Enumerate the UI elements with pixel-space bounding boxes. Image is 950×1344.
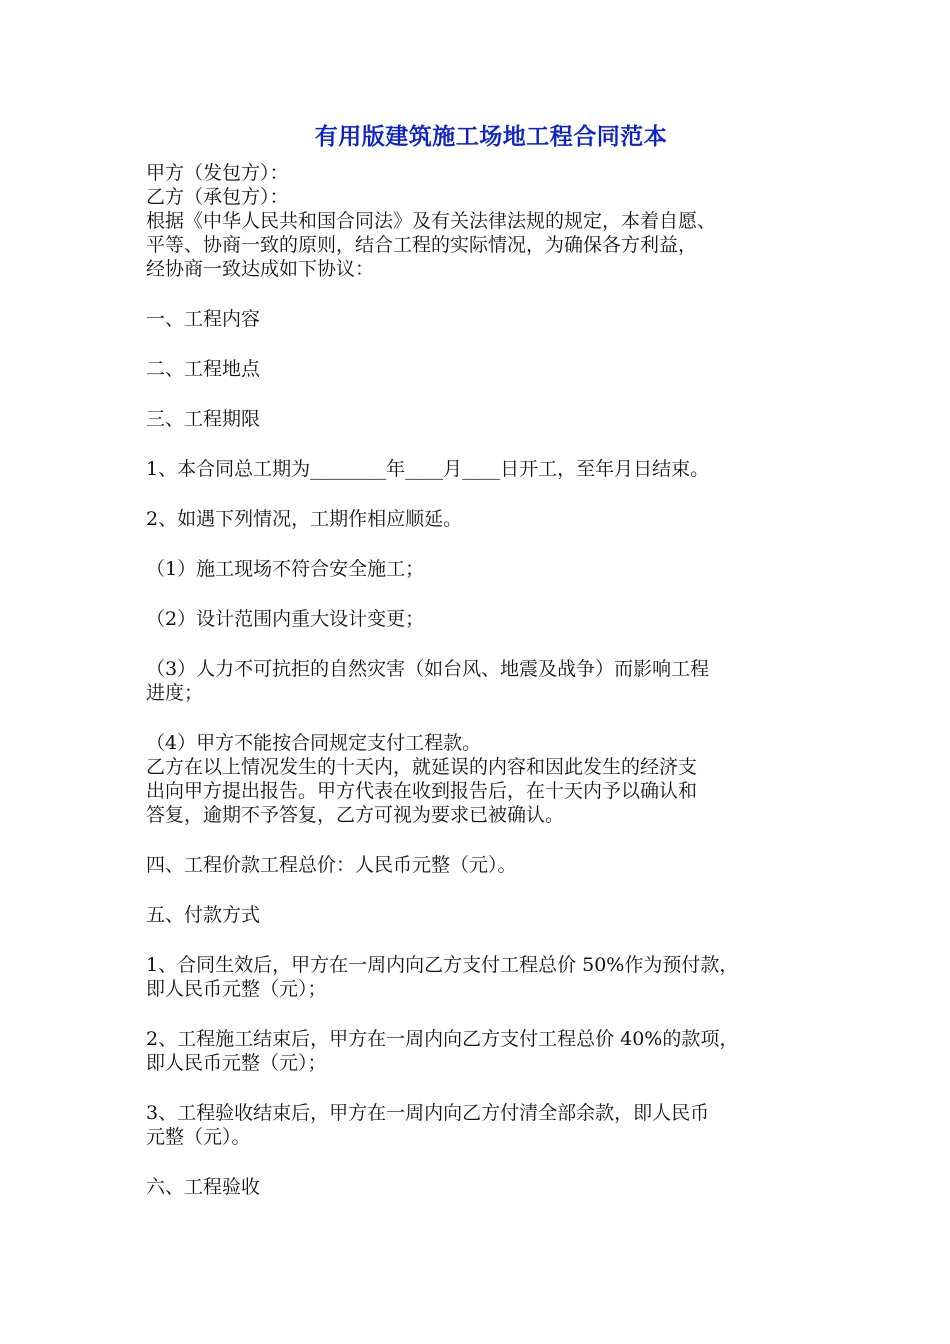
intro-line-3: 经协商一致达成如下协议： [146, 258, 375, 280]
section-heading-price: 四、工程价款工程总价：人民币元整（元）。 [146, 854, 517, 876]
intro-line-2: 平等、协商一致的原则，结合工程的实际情况，为确保各方利益， [146, 234, 698, 256]
section-heading-content: 一、工程内容 [146, 308, 261, 330]
period-note-line-1: 乙方在以上情况发生的十天内，就延误的内容和因此发生的经济支 [146, 756, 698, 778]
period-sub-1: （1）施工现场不符合安全施工； [146, 558, 425, 580]
period-note-line-2: 出向甲方提出报告。甲方代表在收到报告后，在十天内予以确认和 [146, 780, 698, 802]
document-page [146, 118, 836, 1199]
party-b-line: 乙方（承包方）： [146, 186, 289, 208]
period-sub-2: （2）设计范围内重大设计变更； [146, 608, 425, 630]
period-sub-3-line-2: 进度； [146, 682, 204, 704]
payment-item-2-line-1: 2、工程施工结束后，甲方在一周内向乙方支付工程总价 40%的款项， [146, 1028, 739, 1050]
document-title: 有用版建筑施工场地工程合同范本 [314, 124, 668, 150]
period-sub-4: （4）甲方不能按合同规定支付工程款。 [146, 732, 482, 754]
intro-line-1: 根据《中华人民共和国合同法》及有关法律法规的规定，本着自愿、 [146, 210, 717, 232]
section-heading-payment: 五、付款方式 [146, 904, 261, 926]
period-sub-3-line-1: （3）人力不可抗拒的自然灾害（如台风、地震及战争）而影响工程 [146, 658, 710, 680]
section-heading-location: 二、工程地点 [146, 358, 261, 380]
payment-item-3-line-2: 元整（元）。 [146, 1126, 251, 1148]
payment-item-3-line-1: 3、工程验收结束后，甲方在一周内向乙方付清全部余款，即人民币 [146, 1102, 710, 1124]
payment-item-2-line-2: 即人民币元整（元）； [146, 1052, 327, 1074]
section-heading-period: 三、工程期限 [146, 408, 261, 430]
payment-item-1-line-1: 1、合同生效后，甲方在一周内向乙方支付工程总价 50%作为预付款， [146, 954, 739, 976]
party-a-line: 甲方（发包方）： [146, 162, 289, 184]
period-item-2: 2、如遇下列情况，工期作相应顺延。 [146, 508, 463, 530]
period-item-1: 1、本合同总工期为________年____月____日开工，至年月日结束。 [146, 458, 710, 480]
payment-item-1-line-2: 即人民币元整（元）； [146, 978, 327, 1000]
section-heading-acceptance: 六、工程验收 [146, 1176, 261, 1198]
period-note-line-3: 答复，逾期不予答复，乙方可视为要求已被确认。 [146, 804, 565, 826]
